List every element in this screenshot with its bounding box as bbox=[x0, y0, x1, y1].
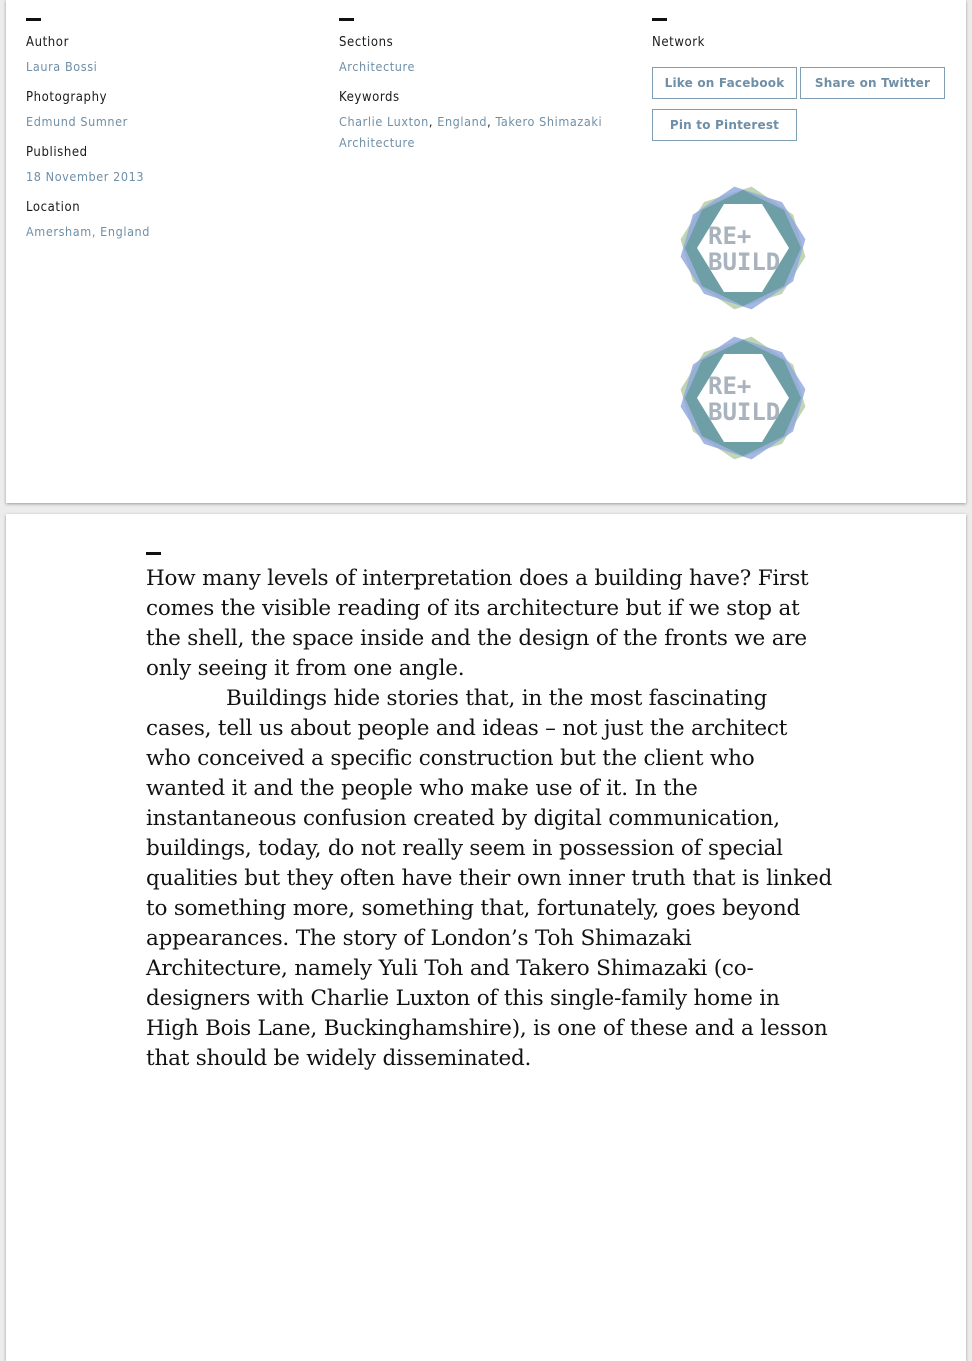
published-label: Published bbox=[26, 145, 88, 160]
section-dash bbox=[26, 18, 41, 21]
meta-sections bbox=[339, 35, 639, 77]
article-paragraph: How many levels of interpretation does a building have? First comes the visible reading of its architecture but if we stop at the shell, the space inside and the design of the fronts we are only seeing it from one angle. bbox=[146, 566, 809, 681]
section-dash bbox=[339, 18, 354, 21]
location-link[interactable]: Amersham, England bbox=[26, 224, 151, 239]
meta-column-taxonomy bbox=[339, 18, 639, 166]
keyword-separator: , bbox=[487, 114, 496, 129]
share-on-twitter-button[interactable]: Share on Twitter bbox=[800, 67, 945, 99]
meta-published bbox=[26, 145, 326, 187]
network-label: Network bbox=[652, 35, 706, 50]
meta-photography bbox=[26, 90, 326, 132]
article-body-card bbox=[6, 514, 966, 1361]
keyword-separator: , bbox=[428, 114, 438, 129]
author-label: Author bbox=[26, 35, 69, 50]
keywords-label: Keywords bbox=[339, 90, 400, 105]
keyword-link[interactable]: England bbox=[437, 114, 488, 129]
keyword-link[interactable]: Takero Shimazaki Architecture bbox=[339, 114, 603, 150]
keywords-list bbox=[339, 111, 639, 153]
photographer-link[interactable]: Edmund Sumner bbox=[26, 114, 128, 129]
author-link[interactable]: Laura Bossi bbox=[26, 59, 98, 74]
keyword-link[interactable]: Charlie Luxton bbox=[339, 114, 429, 129]
badge-text-line2: BUILD bbox=[708, 398, 781, 426]
badge-text-line1: RE+ bbox=[708, 222, 752, 250]
badge-text-line1: RE+ bbox=[708, 372, 752, 400]
badge-text-line2: BUILD bbox=[708, 248, 781, 276]
article-body bbox=[146, 564, 836, 1074]
meta-location bbox=[26, 200, 326, 242]
meta-author bbox=[26, 35, 326, 77]
section-link-architecture[interactable]: Architecture bbox=[339, 59, 415, 74]
meta-column-network bbox=[652, 18, 962, 488]
location-label: Location bbox=[26, 200, 81, 215]
meta-keywords bbox=[339, 90, 639, 153]
article-paragraph: Buildings hide stories that, in the most fascinating cases, tell us about people and ideas – not just the architect who conceived a specific construction but the client who wanted it and the people who make use of it. In the instantaneous confusion created by digital communication, buildings, today, do not really seem in possession of special qualities but they often have their own inner truth that is linked to something more, something that, fortunately, goes beyond appearances. The story of London’s Toh Shimazaki Architecture, namely Yuli Toh and Takero Shimazaki (co-designers with Charlie Luxton of this single-family home in High Bois Lane, Buckinghamshire), is one of these and a lesson that should be widely disseminated. bbox=[146, 686, 833, 1071]
published-date-link[interactable]: 18 November 2013 bbox=[26, 169, 145, 184]
sections-label: Sections bbox=[339, 35, 394, 50]
meta-column-credits bbox=[26, 18, 326, 255]
photography-label: Photography bbox=[26, 90, 108, 105]
rebuild-badge-logo[interactable] bbox=[676, 332, 810, 464]
article-dash bbox=[146, 552, 161, 555]
like-on-facebook-button[interactable]: Like on Facebook bbox=[652, 67, 797, 99]
rebuild-badge-logo[interactable] bbox=[676, 182, 810, 314]
article-meta-card bbox=[6, 0, 966, 503]
pin-to-pinterest-button[interactable]: Pin to Pinterest bbox=[652, 109, 797, 141]
section-dash bbox=[652, 18, 667, 21]
